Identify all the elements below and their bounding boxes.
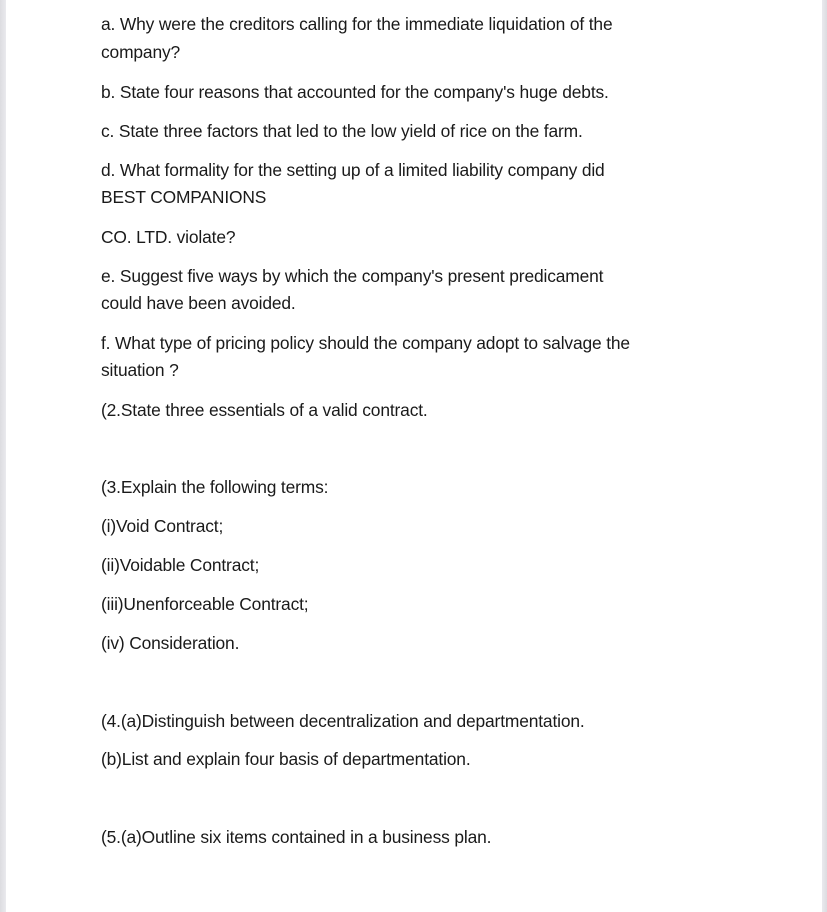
question-4b: (b)List and explain four basis of departmentation. [101,749,471,769]
question-3-iv: (iv) Consideration. [101,633,240,653]
page-edge-right [822,0,827,912]
question-1a-line-2: company? [101,42,181,62]
question-2: (2.State three essentials of a valid contract. [101,400,428,420]
question-1e-line-2: could have been avoided. [101,293,296,313]
question-1f-line-1: f. What type of pricing policy should the company adopt to salvage the [101,333,630,353]
question-4a: (4.(a)Distinguish between decentralization and departmentation. [101,711,585,731]
question-3-iii: (iii)Unenforceable Contract; [101,594,309,614]
question-3: (3.Explain the following terms: [101,477,329,497]
question-1d-line-3: CO. LTD. violate? [101,227,236,247]
question-1d-line-2: BEST COMPANIONS [101,187,267,207]
question-3-ii: (ii)Voidable Contract; [101,555,260,575]
question-1d-line-1: d. What formality for the setting up of a limited liability company did [101,160,605,180]
question-1e-line-1: e. Suggest five ways by which the company's present predicament [101,266,604,286]
question-5a: (5.(a)Outline six items contained in a business plan. [101,827,492,847]
question-1b: b. State four reasons that accounted for the company's huge debts. [101,82,609,102]
question-1a-line-1: a. Why were the creditors calling for the immediate liquidation of the [101,14,613,34]
question-1f-line-2: situation ? [101,360,179,380]
question-1c: c. State three factors that led to the low yield of rice on the farm. [101,121,583,141]
question-3-i: (i)Void Contract; [101,516,224,536]
document-page [6,0,822,912]
